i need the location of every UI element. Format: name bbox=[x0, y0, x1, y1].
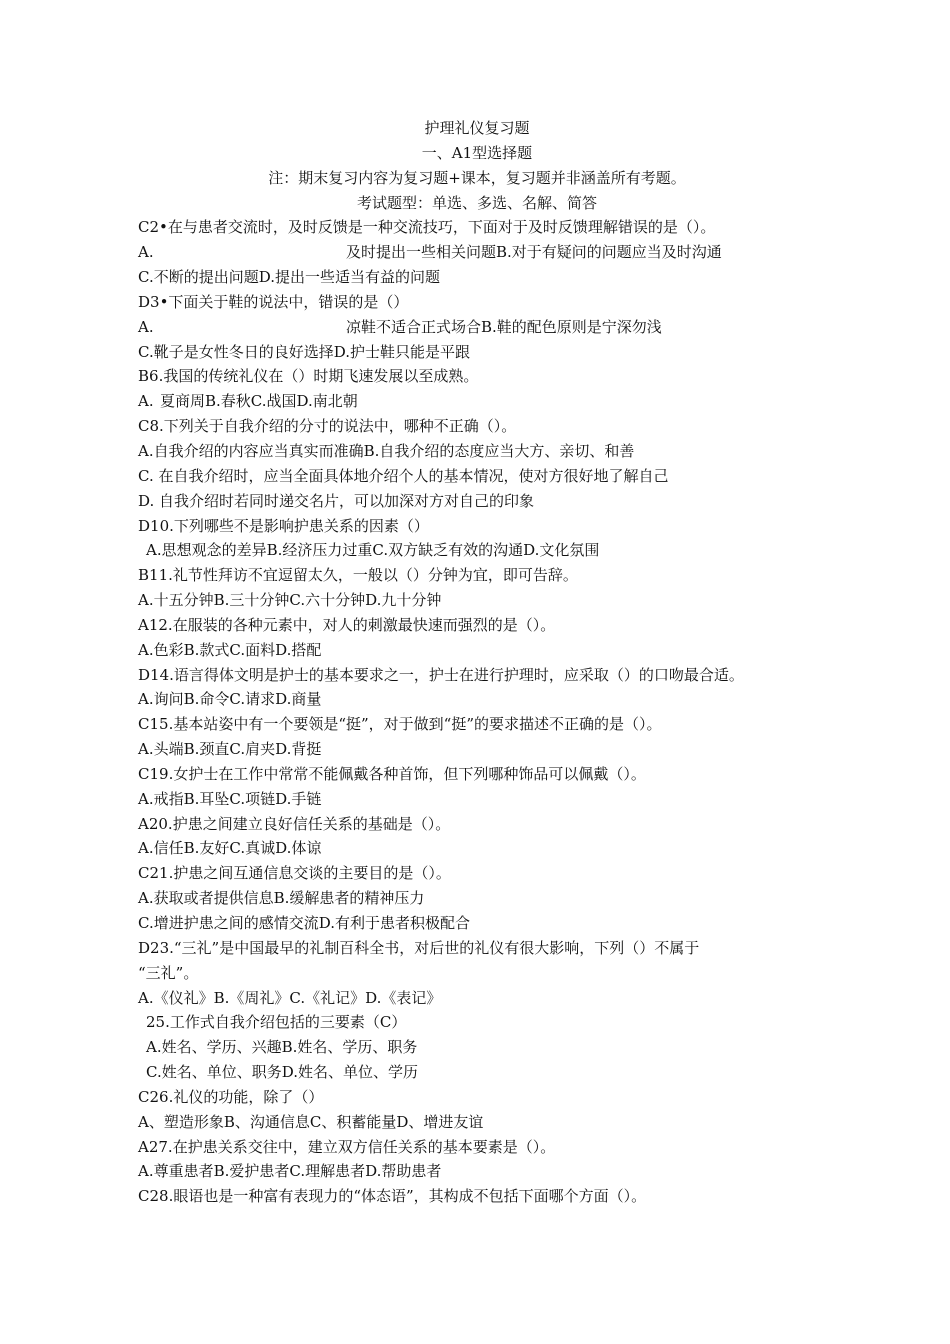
question-21: C21.护患之间互通信息交谈的主要目的是（）。 bbox=[138, 864, 451, 883]
option-label: A. bbox=[138, 392, 154, 411]
question-10: D10.下列哪些不是影响护患关系的因素（） bbox=[138, 516, 429, 535]
question-23-continued: “三礼”。 bbox=[138, 963, 199, 982]
question-26-options: A、塑造形象B、沟通信息C、积蓄能量D、增进友谊 bbox=[138, 1112, 484, 1131]
option-text: 凉鞋不适合正式场合B.鞋的配色原则是宁深勿浅 bbox=[346, 317, 662, 336]
question-3-options-cd: C.靴子是女性冬日的良好选择D.护士鞋只能是平跟 bbox=[138, 342, 470, 361]
review-note: 注：期末复习内容为复习题+课本，复习题并非涵盖所有考题。 bbox=[268, 168, 686, 187]
question-8-options-ab: A.自我介绍的内容应当真实而准确B.自我介绍的态度应当大方、亲切、和善 bbox=[138, 441, 635, 460]
document-body bbox=[138, 116, 838, 1209]
question-3-options-ab bbox=[138, 315, 838, 340]
option-text: 及时提出一些相关问题B.对于有疑问的问题应当及时沟通 bbox=[346, 243, 722, 262]
option-text: 夏商周B.春秋C.战国D.南北朝 bbox=[160, 392, 358, 411]
question-23: D23.“三礼”是中国最早的礼制百科全书，对后世的礼仪有很大影响，下列（）不属于 bbox=[138, 938, 700, 957]
question-11: B11.礼节性拜访不宜逗留太久，一般以（）分钟为宜，即可告辞。 bbox=[138, 566, 578, 585]
question-2-options-cd: C.不断的提出问题D.提出一些适当有益的问题 bbox=[138, 268, 440, 287]
question-14-options: A.询问B.命令C.请求D.商量 bbox=[138, 690, 322, 709]
question-2: C2•在与患者交流时，及时反馈是一种交流技巧，下面对于及时反馈理解错误的是（）。 bbox=[138, 218, 716, 237]
question-21-options-ab: A.获取或者提供信息B.缓解患者的精神压力 bbox=[138, 889, 425, 908]
question-27: A27.在护患关系交往中，建立双方信任关系的基本要素是（）。 bbox=[138, 1137, 556, 1156]
question-15-options: A.头端B.颈直C.肩夹D.背挺 bbox=[138, 740, 322, 759]
question-25: 25.工作式自我介绍包括的三要素（C） bbox=[146, 1013, 407, 1032]
question-8-option-d: D. 自我介绍时若同时递交名片，可以加深对方对自己的印象 bbox=[138, 491, 535, 510]
question-6: B6.我国的传统礼仪在（）时期飞速发展以至成熟。 bbox=[138, 367, 479, 386]
question-6-options bbox=[138, 389, 838, 414]
option-label: A. bbox=[138, 317, 154, 336]
question-8: C8.下列关于自我介绍的分寸的说法中，哪种不正确（）。 bbox=[138, 417, 517, 436]
question-2-options-ab bbox=[138, 240, 838, 265]
question-10-options: A.思想观念的差异B.经济压力过重C.双方缺乏有效的沟通D.文化氛围 bbox=[146, 541, 600, 560]
question-20-options: A.信任B.友好C.真诚D.体谅 bbox=[138, 839, 322, 858]
question-25-options-ab: A.姓名、学历、兴趣B.姓名、学历、职务 bbox=[146, 1038, 418, 1057]
question-15: C15.基本站姿中有一个要领是“挺”，对于做到“挺”的要求描述不正确的是（）。 bbox=[138, 715, 662, 734]
question-14: D14.语言得体文明是护士的基本要求之一，护士在进行护理时，应采取（）的口吻最合适。 bbox=[138, 665, 744, 684]
question-19: C19.女护士在工作中常常不能佩戴各种首饰，但下列哪种饰品可以佩戴（）。 bbox=[138, 764, 646, 783]
section-heading: 一、A1型选择题 bbox=[421, 143, 533, 162]
question-12: A12.在服装的各种元素中，对人的刺激最快速而强烈的是（）。 bbox=[138, 615, 556, 634]
question-11-options: A.十五分钟B.三十分钟C.六十分钟D.九十分钟 bbox=[138, 591, 442, 610]
question-27-options: A.尊重患者B.爱护患者C.理解患者D.帮助患者 bbox=[138, 1162, 442, 1181]
question-12-options: A.色彩B.款式C.面料D.搭配 bbox=[138, 640, 322, 659]
question-8-option-c: C. 在自我介绍时，应当全面具体地介绍个人的基本情况，使对方很好地了解自己 bbox=[138, 466, 669, 485]
question-19-options: A.戒指B.耳坠C.项链D.手链 bbox=[138, 789, 322, 808]
question-3: D3•下面关于鞋的说法中，错误的是（） bbox=[138, 292, 409, 311]
exam-types: 考试题型：单选、多选、名解、简答 bbox=[356, 193, 597, 212]
option-label: A. bbox=[138, 243, 154, 262]
question-21-options-cd: C.增进护患之间的感情交流D.有利于患者积极配合 bbox=[138, 914, 470, 932]
question-26: C26.礼仪的功能，除了（） bbox=[138, 1087, 324, 1106]
question-20: A20.护患之间建立良好信任关系的基础是（）。 bbox=[138, 814, 451, 833]
doc-title: 护理礼仪复习题 bbox=[424, 119, 530, 137]
question-25-options-cd: C.姓名、单位、职务D.姓名、单位、学历 bbox=[146, 1063, 418, 1082]
question-23-options: A.《仪礼》B.《周礼》C.《礼记》D.《表记》 bbox=[138, 988, 442, 1007]
question-28: C28.眼语也是一种富有表现力的“体态语”，其构成不包括下面哪个方面（）。 bbox=[138, 1187, 647, 1206]
